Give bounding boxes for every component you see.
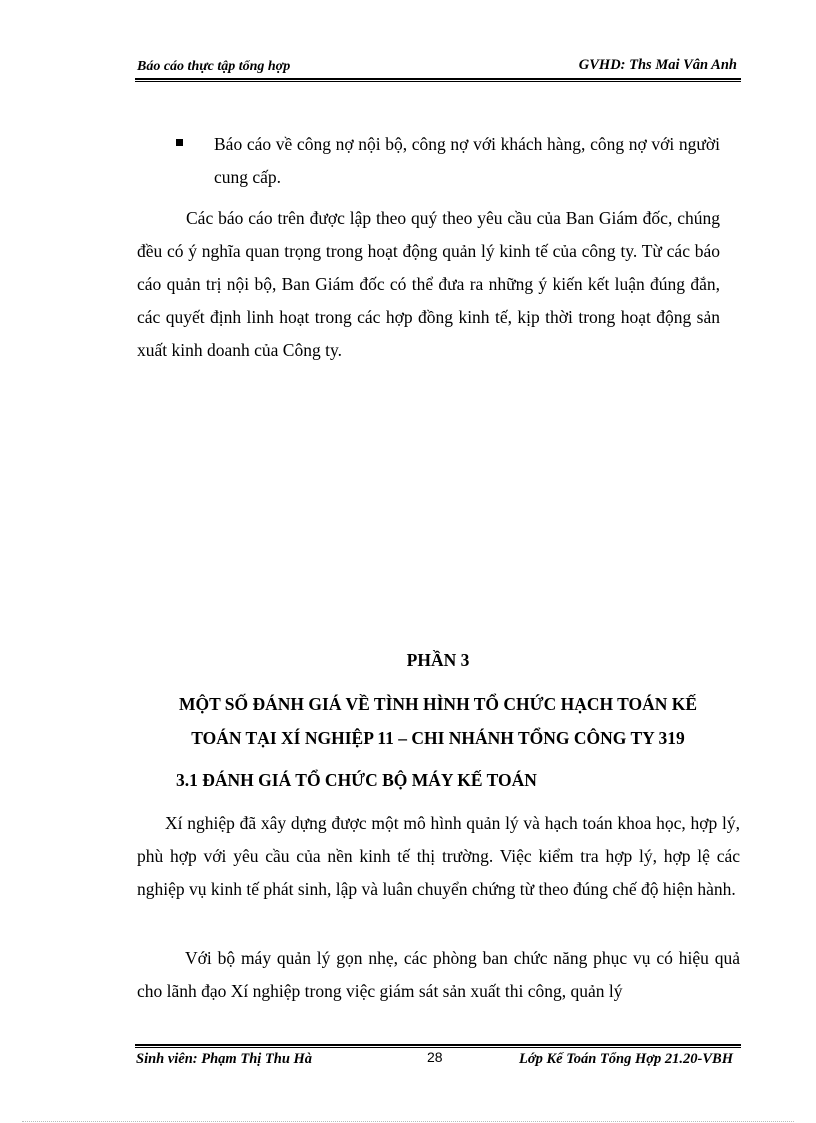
paragraph-reports: Các báo cáo trên được lập theo quý theo yêu cầu của Ban Giám đốc, chúng đều có ý nghĩa quan trọng trong hoạt động quản lý kinh tế của công ty. Từ các báo cáo quản trị nội bộ, Ban Giám đốc có thể đưa ra những ý kiến kết luận đúng đắn, các quyết định linh hoạt trong các hợp đồng kinh tế, kịp thời trong hoạt động sản xuất kinh doanh của Công ty. [137,208,720,360]
paragraph-management: Với bộ máy quản lý gọn nhẹ, các phòng ban chức năng phục vụ có hiệu quả cho lãnh đạo Xí nghiệp trong việc giám sát sản xuất thi công, quản lý [137,948,740,1001]
page-number: 28 [427,1049,443,1065]
footer-student: Sinh viên: Phạm Thị Thu Hà [136,1051,313,1067]
section-heading: 3.1 ĐÁNH GIÁ TỔ CHỨC BỘ MÁY KẾ TOÁN [176,770,537,790]
page-edge [22,1121,794,1122]
header-report-title: Báo cáo thực tập tổng hợp [137,59,291,74]
bullet-item: Báo cáo về công nợ nội bộ, công nợ với khách hàng, công nợ với người cung cấp. [214,134,720,187]
part-title: PHẦN 3 [406,650,470,670]
footer-rule-thin [135,1047,741,1048]
paragraph-evaluation: Xí nghiệp đã xây dựng được một mô hình quản lý và hạch toán khoa học, hợp lý, phù hợp với yêu cầu của nền kinh tế thị trường. Việc kiểm tra hợp lý, hợp lệ các nghiệp vụ kinh tế phát sinh, lập và luân chuyển chứng từ theo đúng chế độ hiện hành. [137,813,740,899]
header-rule [135,81,741,82]
page-footer [135,1049,741,1071]
chapter-title-line-1: MỘT SỐ ĐÁNH GIÁ VỀ TÌNH HÌNH TỔ CHỨC HẠCH TOÁN KẾ [178,694,698,714]
page-header [135,56,741,80]
footer-rule [135,1044,741,1046]
header-supervisor: GVHD: Ths Mai Vân Anh [578,57,737,73]
chapter-title-line-2: TOÁN TẠI XÍ NGHIỆP 11 – CHI NHÁNH TỔNG CÔNG TY 319 [191,728,685,748]
footer-class: Lớp Kế Toán Tổng Hợp 21.20-VBH [518,1051,733,1067]
square-bullet-icon [176,139,183,146]
